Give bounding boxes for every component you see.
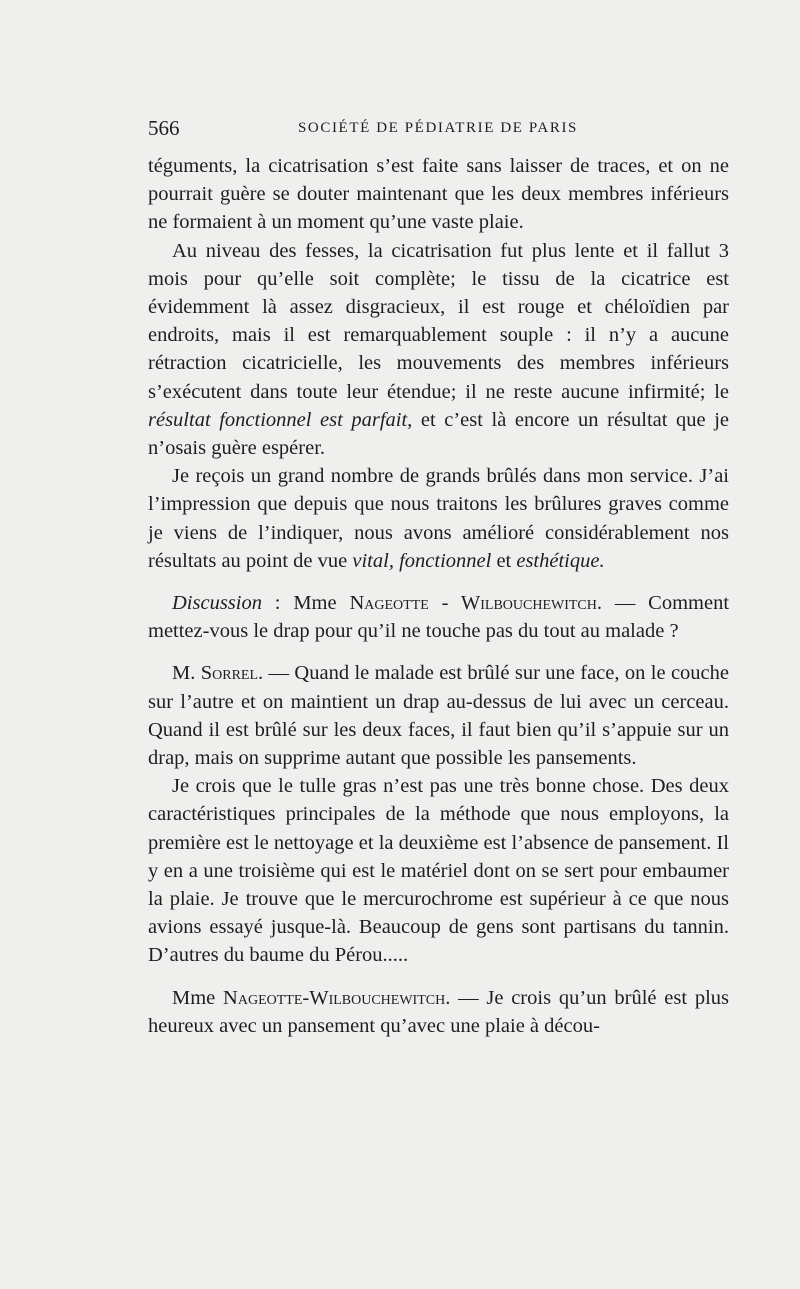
speaker-name: Nageotte-Wilbouchewitch. <box>223 986 451 1009</box>
speaker-prefix: M. <box>172 662 201 685</box>
sorrel-continuation-text: Je crois que le tulle gras n’est pas une très bonne chose. Des deux caractéristiques principales de la méthode que nous employons, la première est le nettoyage et la deuxième est l’absence de pansement. Il y en a une troisième qui est le matériel dont on se sert pour embaumer la plaie. Je trouve que le mercurochrome est supérieur à ce que nous avions essayé jusque-là. Beaucoup de gens sont partisans du tannin. D’autres du baume du Pérou..... <box>148 775 729 967</box>
paragraph-2-text: Au niveau des fesses, la cicatrisation fut plus lente et il fallut 3 mois pour qu’elle soit complète; le tissu de la cicatrice est évidemment là assez disgracieux, il est rouge et chéloïdien par endroits, mais il est remarquablement souple : il n’y a aucune rétraction cicatricielle, les mouvements des membres inférieurs s’exécutent dans toute leur étendue; il ne reste aucune infirmité; le <box>148 239 729 403</box>
discussion-separator: : Mme <box>261 592 350 615</box>
page-number: 566 <box>148 116 180 140</box>
speaker-prefix: Mme <box>172 986 224 1009</box>
sorrel-reply-text: — Quand le malade est brûlé sur une face, on le couche sur l’autre et on maintient un drap au-dessus de lui avec un cerceau. Quand il est brûlé sur les deux faces, il faut bien qu’il s’appuie sur un drap, mais on supprime autant que possible les pansements. <box>148 662 729 770</box>
discussion-paragraph <box>148 589 729 645</box>
paragraph-1 <box>148 152 729 237</box>
sorrel-continuation <box>148 772 729 969</box>
speaker-name: Nageotte - Wilbouchewitch. <box>349 592 603 615</box>
journal-title: SOCIÉTÉ DE PÉDIATRIE DE PARIS <box>297 120 579 136</box>
paragraph-2 <box>148 237 729 463</box>
paragraph-2-emphasis: résultat fonctionnel est parfait, <box>148 408 413 431</box>
sorrel-reply <box>148 659 729 772</box>
paragraph-3-text: Je reçois un grand nombre de grands brûlés dans mon service. J’ai l’impression que depuis que nous traitons les brûlures graves comme je viens de l’indiquer, nous avons amélioré considérablement nos résultats au point de vue <box>148 465 729 572</box>
paragraph-1-text: téguments, la cicatrisation s’est faite sans laisser de traces, et on ne pourrait guère se douter maintenant que les deux membres inférieurs ne formaient à un moment qu’une vaste plaie. <box>148 155 729 234</box>
speaker-name: Sorrel. <box>200 662 264 685</box>
nageotte-reply-text: — Je crois qu’un brûlé est plus heureux avec un pansement qu’avec une plaie à décou- <box>148 986 729 1037</box>
nageotte-reply <box>148 984 729 1040</box>
body-text <box>148 152 729 1040</box>
paragraph-3 <box>148 462 729 575</box>
paragraph-3-emphasis-2: esthétique. <box>516 549 605 572</box>
paragraph-3-emphasis-1: vital, fonctionnel <box>352 549 492 572</box>
paragraph-2-text-end: et c’est là encore un résultat que je n’osais guère espérer. <box>148 408 729 460</box>
running-head <box>148 116 728 144</box>
paragraph-3-conjunction: et <box>491 549 517 572</box>
discussion-label: Discussion <box>172 592 262 615</box>
discussion-text: — Comment mettez-vous le drap pour qu’il ne touche pas du tout au malade ? <box>148 592 730 643</box>
